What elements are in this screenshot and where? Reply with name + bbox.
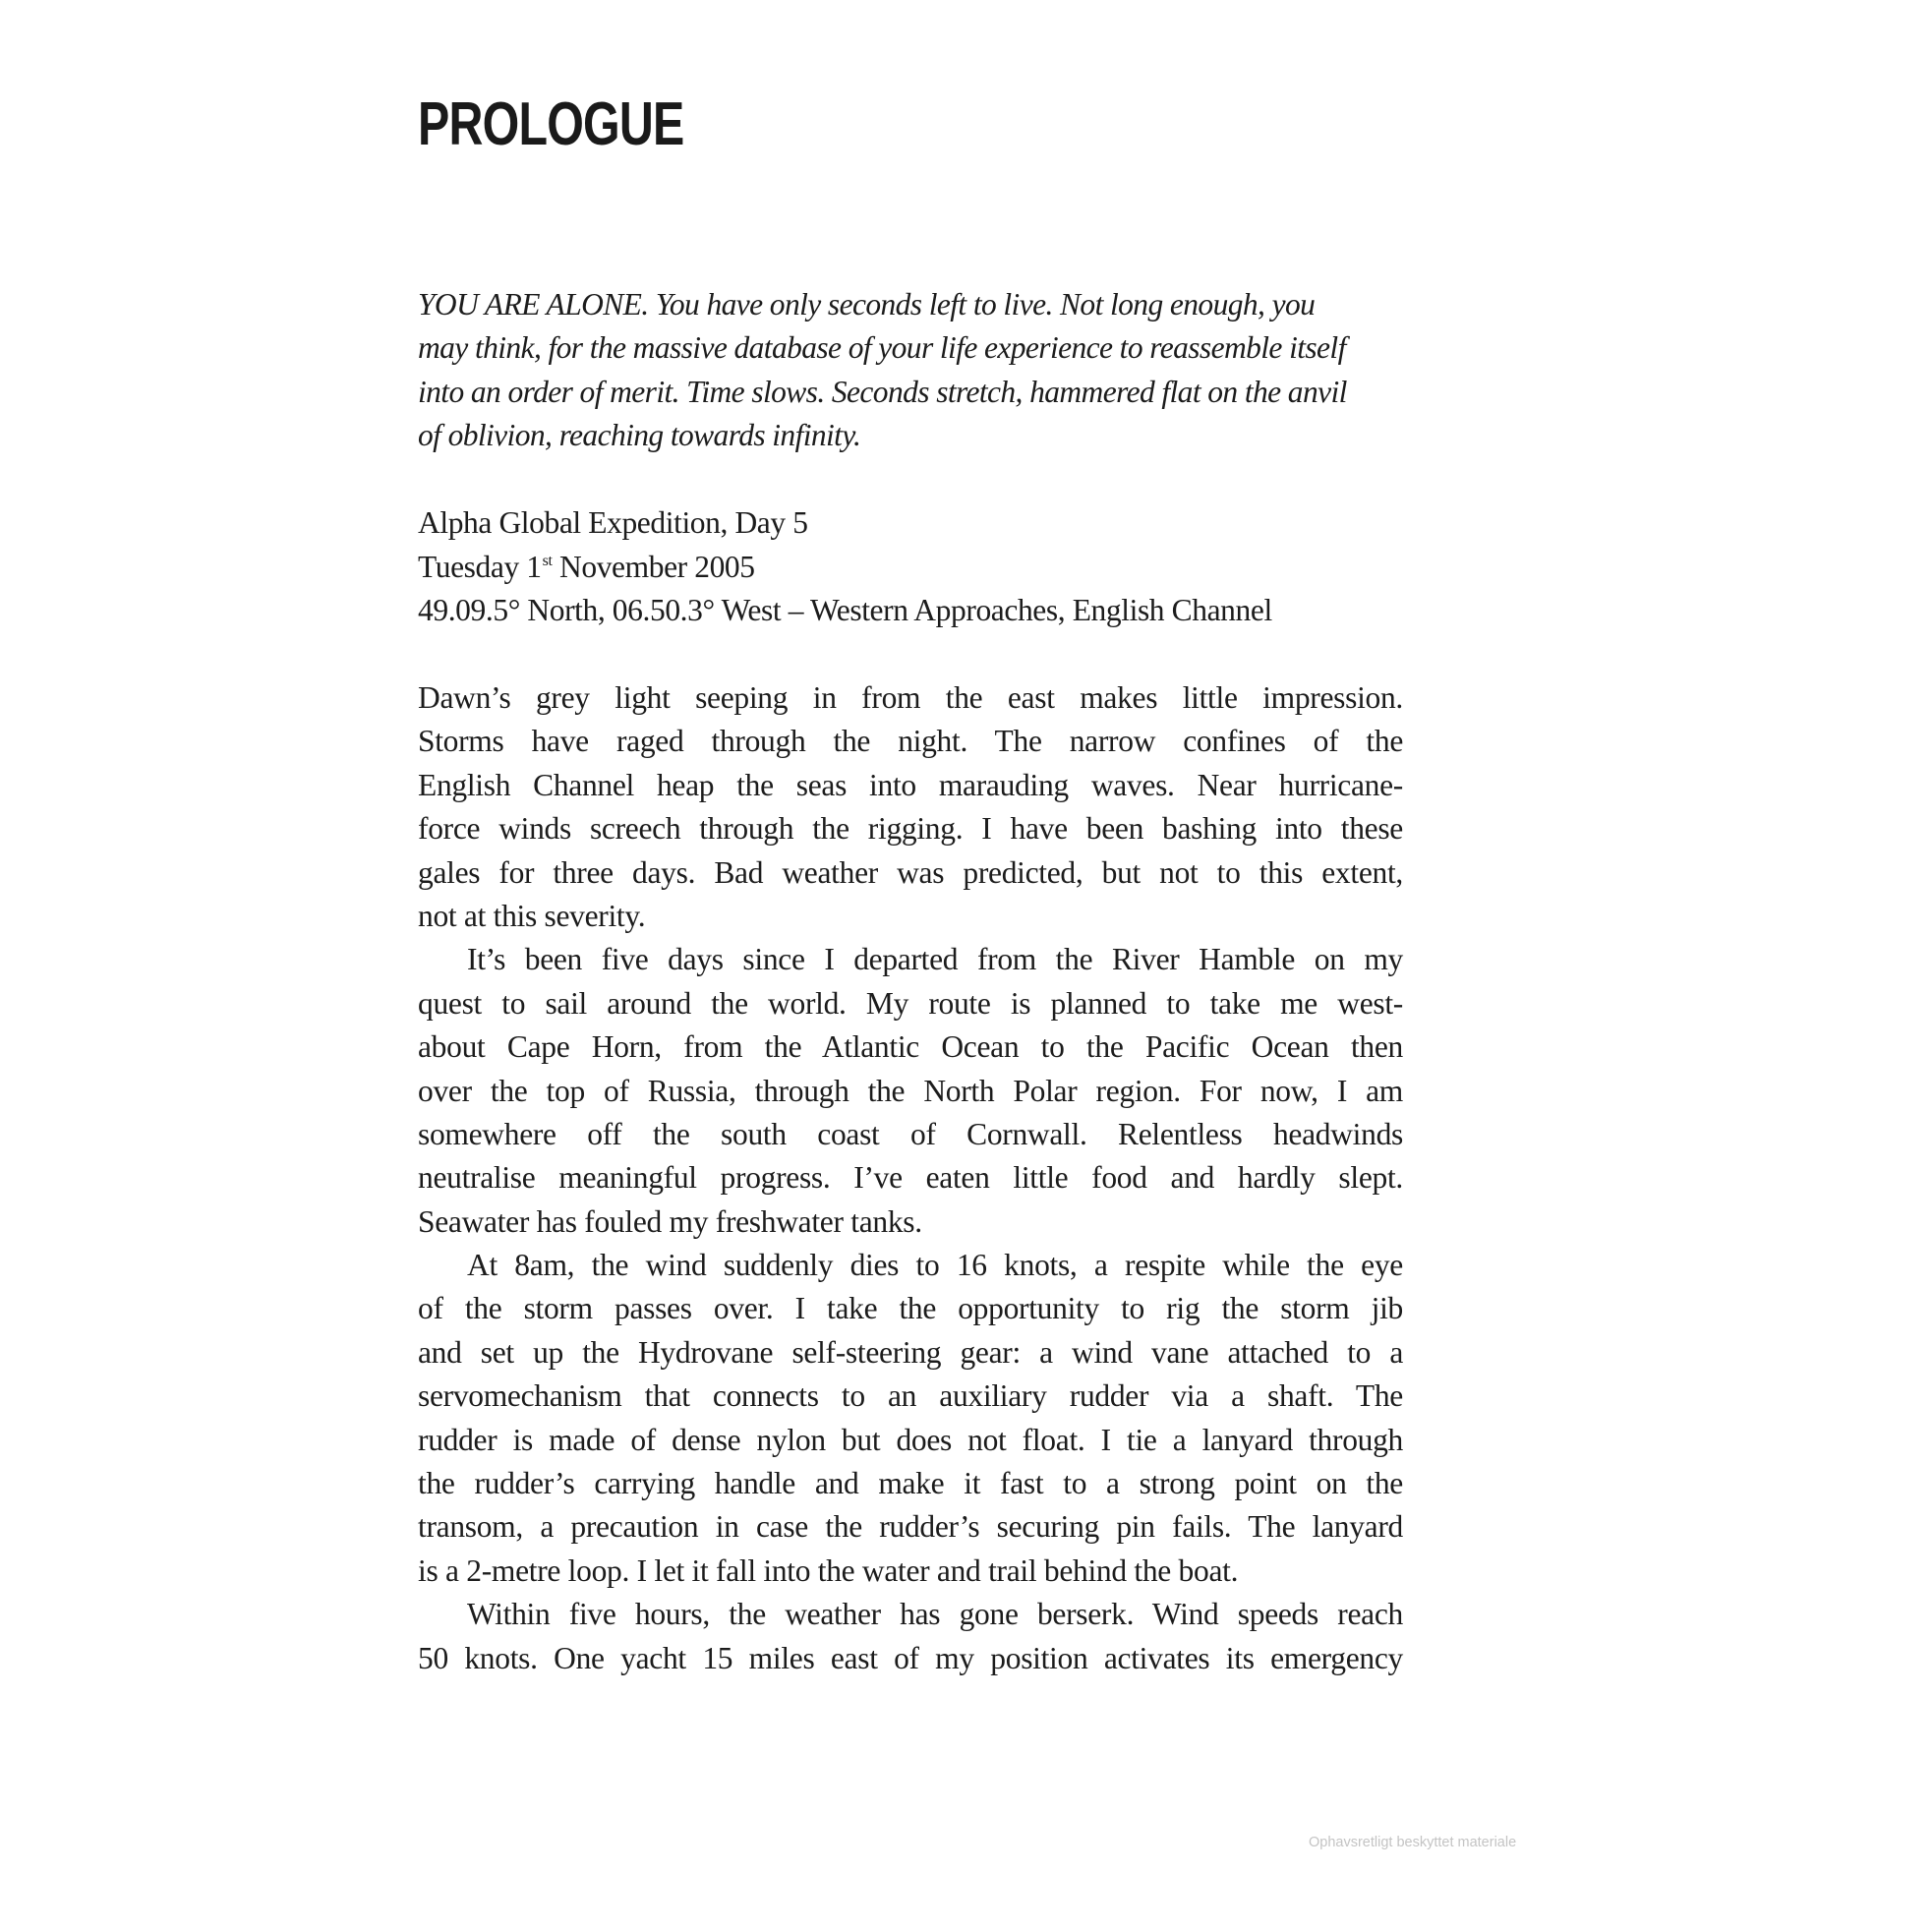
body-line: It’s been five days since I departed from the River Hamble on my bbox=[467, 942, 1403, 977]
epigraph-line: YOU ARE ALONE. You have only seconds left to live. Not long enough, you bbox=[418, 287, 1316, 322]
log-position: 49.09.5° North, 06.50.3° West – Western Approaches, English Channel bbox=[418, 593, 1272, 627]
log-date bbox=[418, 546, 1272, 590]
date-prefix: Tuesday 1 bbox=[418, 549, 542, 584]
chapter-title: PROLOGUE bbox=[418, 90, 684, 158]
body-line: is a 2-metre loop. I let it fall into the water and trail behind the boat. bbox=[418, 1552, 1239, 1588]
epigraph-line: of oblivion, reaching towards infinity. bbox=[418, 418, 861, 453]
body-line: English Channel heap the seas into marauding waves. Near hurricane- bbox=[418, 767, 1403, 802]
body-text bbox=[418, 676, 1403, 1680]
body-line: rudder is made of dense nylon but does not float. I tie a lanyard through bbox=[418, 1422, 1403, 1457]
body-line: force winds screech through the rigging. I have been bashing into these bbox=[418, 811, 1403, 847]
date-suffix: November 2005 bbox=[552, 549, 755, 584]
expedition-name: Alpha Global Expedition, Day 5 bbox=[418, 505, 808, 540]
body-line: about Cape Horn, from the Atlantic Ocean to the Pacific Ocean then bbox=[418, 1029, 1403, 1065]
body-line: neutralise meaningful progress. I’ve eaten little food and hardly slept. bbox=[418, 1160, 1403, 1196]
date-ordinal: st bbox=[542, 552, 553, 569]
epigraph-line: into an order of merit. Time slows. Seconds stretch, hammered flat on the anvil bbox=[418, 374, 1347, 409]
copyright-watermark: Ophavsretligt beskyttet materiale bbox=[1309, 1835, 1517, 1850]
body-line: not at this severity. bbox=[418, 898, 646, 933]
body-line: servomechanism that connects to an auxiliary rudder via a shaft. The bbox=[418, 1378, 1403, 1414]
body-line: Storms have raged through the night. The narrow confines of the bbox=[418, 724, 1403, 759]
body-line: of the storm passes over. I take the opportunity to rig the storm jib bbox=[418, 1291, 1403, 1326]
body-line: and set up the Hydrovane self-steering gear: a wind vane attached to a bbox=[418, 1334, 1403, 1370]
body-line: over the top of Russia, through the North Polar region. For now, I am bbox=[418, 1073, 1403, 1108]
body-line: the rudder’s carrying handle and make it fast to a strong point on the bbox=[418, 1466, 1403, 1501]
body-line: Within five hours, the weather has gone berserk. Wind speeds reach bbox=[467, 1597, 1403, 1632]
body-line: Seawater has fouled my freshwater tanks. bbox=[418, 1203, 922, 1239]
body-line: At 8am, the wind suddenly dies to 16 knots, a respite while the eye bbox=[467, 1248, 1403, 1283]
epigraph-line: may think, for the massive database of your life experience to reassemble itself bbox=[418, 330, 1346, 366]
epigraph bbox=[418, 283, 1403, 458]
body-line: Dawn’s grey light seeping in from the east makes little impression. bbox=[418, 680, 1403, 715]
log-entry-header bbox=[418, 501, 1272, 633]
body-line: 50 knots. One yacht 15 miles east of my position activates its emergency bbox=[418, 1640, 1403, 1675]
body-line: somewhere off the south coast of Cornwall. Relentless headwinds bbox=[418, 1116, 1403, 1151]
body-line: quest to sail around the world. My route is planned to take me west- bbox=[418, 985, 1403, 1021]
body-line: gales for three days. Bad weather was predicted, but not to this extent, bbox=[418, 854, 1403, 890]
body-line: transom, a precaution in case the rudder’s securing pin fails. The lanyard bbox=[418, 1509, 1403, 1545]
